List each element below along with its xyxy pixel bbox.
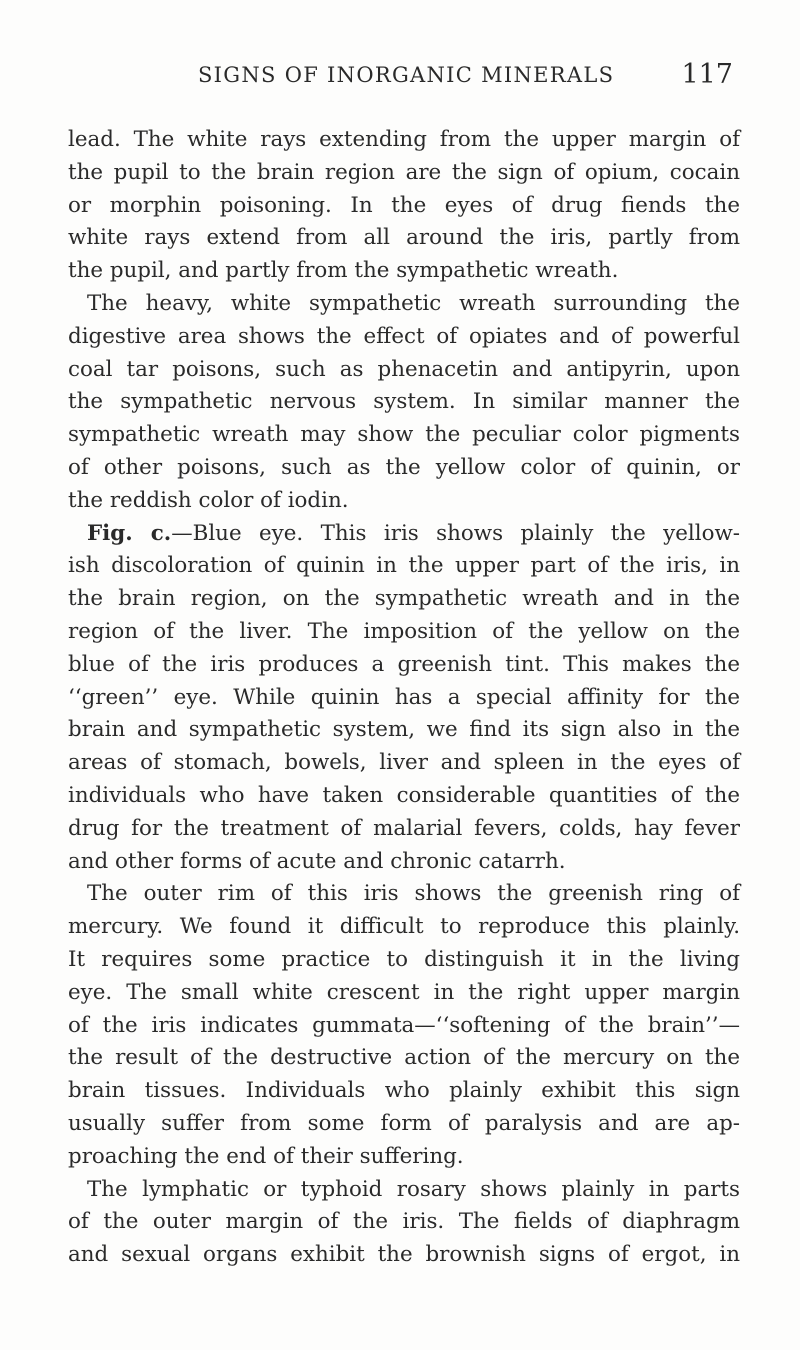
- text-line: the brain region, on the sympathetic wreath and in the: [68, 586, 740, 612]
- text-line: eye. The small white crescent in the right upper margin: [68, 979, 740, 1005]
- figure-label: Fig. c.: [87, 520, 172, 546]
- text-line: The outer rim of this iris shows the greenish ring of: [87, 881, 740, 907]
- text-line: and sexual organs exhibit the brownish signs of ergot, in: [68, 1242, 740, 1268]
- text-line: lead. The white rays extending from the upper margin of: [68, 127, 740, 152]
- text-line: of other poisons, such as the yellow color of quinin, or: [68, 454, 740, 480]
- text-line: brain and sympathetic system, we find its sign also in the: [68, 717, 740, 743]
- text-line: The heavy, white sympathetic wreath surrounding the: [87, 290, 740, 316]
- text-line: individuals who have taken considerable quantities of the: [68, 782, 740, 808]
- text-line: or morphin poisoning. In the eyes of drug fiends the: [68, 192, 740, 218]
- text-line: areas of stomach, bowels, liver and spleen in the eyes of: [68, 750, 740, 776]
- text-line: and other forms of acute and chronic catarrh.: [68, 848, 566, 874]
- page-number: 117: [681, 59, 733, 90]
- text-line: mercury. We found it difficult to reproduce this plainly.: [68, 914, 740, 940]
- figure-caption-text: —Blue eye. This iris shows plainly the yellow-: [171, 520, 740, 546]
- text-line: usually suffer from some form of paralysis and are ap-: [68, 1110, 740, 1136]
- text-line: ‘‘green’’ eye. While quinin has a special affinity for the: [68, 684, 740, 710]
- text-line: digestive area shows the effect of opiates and of powerful: [68, 323, 740, 349]
- text-line: It requires some practice to distinguish it in the living: [68, 946, 740, 972]
- text-line: the result of the destructive action of the mercury on the: [68, 1045, 740, 1071]
- text-line: blue of the iris produces a greenish tint. This makes the: [68, 651, 740, 677]
- text-line: of the iris indicates gummata—‘‘softening of the brain’’—: [68, 1012, 740, 1038]
- text-line: region of the liver. The imposition of the yellow on the: [68, 618, 740, 644]
- text-line: The lymphatic or typhoid rosary shows plainly in parts: [87, 1176, 740, 1202]
- text-line: sympathetic wreath may show the peculiar color pigments: [68, 422, 740, 448]
- text-line: ish discoloration of quinin in the upper part of the iris, in: [68, 553, 740, 579]
- text-line: drug for the treatment of malarial fevers, colds, hay fever: [68, 815, 740, 841]
- text-line: the sympathetic nervous system. In similar manner the: [68, 389, 740, 415]
- running-title: SIGNS OF INORGANIC MINERALS: [198, 63, 615, 87]
- text-line: white rays extend from all around the iris, partly from: [68, 225, 740, 251]
- text-line: the pupil to the brain region are the sign of opium, cocain: [68, 159, 740, 185]
- body-text: [68, 124, 740, 1272]
- text-line: the reddish color of iodin.: [68, 487, 349, 513]
- running-head: [198, 59, 733, 103]
- text-line: the pupil, and partly from the sympathetic wreath.: [68, 258, 619, 284]
- text-line: proaching the end of their suffering.: [68, 1143, 464, 1169]
- text-line-figure: [68, 518, 740, 551]
- text-line: of the outer margin of the iris. The fields of diaphragm: [68, 1209, 740, 1235]
- text-line: brain tissues. Individuals who plainly exhibit this sign: [68, 1078, 740, 1104]
- text-line: coal tar poisons, such as phenacetin and antipyrin, upon: [68, 356, 740, 382]
